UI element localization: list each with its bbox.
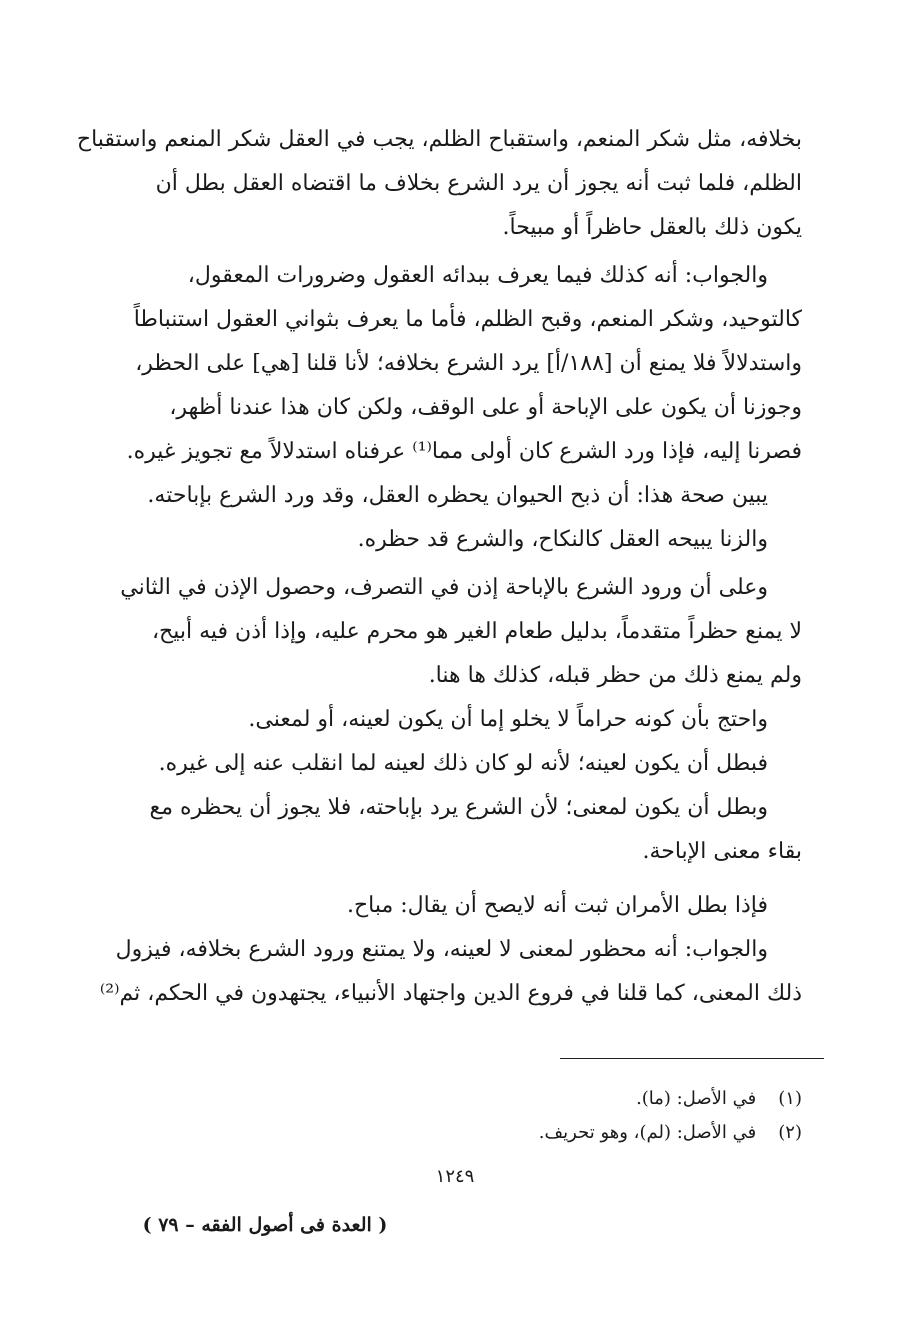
text-line: الظلم، فلما ثبت أنه يجوز أن يرد الشرع بخلاف ما اقتضاه العقل بطل أن	[155, 171, 802, 196]
text-line: ذلك المعنى، كما قلنا في فروع الدين واجتهاد الأنبياء، يجتهدون في الحكم، ثم⁽²⁾	[99, 981, 802, 1006]
text-line: لا يمنع حظراً متقدماً، بدليل طعام الغير هو محرم عليه، وإذا أذن فيه أبيح،	[151, 619, 802, 644]
text-line: فصرنا إليه، فإذا ورد الشرع كان أولى مما⁽¹⁾ عرفناه استدلالاً مع تجويز غيره.	[126, 439, 802, 464]
text-line: يبين صحة هذا: أن ذبح الحيوان يحظره العقل، وقد ورد الشرع بإباحته.	[147, 483, 768, 508]
footnote-item	[480, 1116, 802, 1150]
footnotes	[480, 1082, 802, 1150]
text-line: فإذا بطل الأمران ثبت أنه لايصح أن يقال: مباح.	[346, 893, 768, 918]
book-signature: ( العدة فى أصول الفقه – ٧٩ )	[142, 1214, 388, 1236]
text-line: وعلى أن ورود الشرع بالإباحة إذن في التصرف، وحصول الإذن في الثاني	[120, 575, 768, 600]
text-line: يكون ذلك بالعقل حاظراً أو مبيحاً.	[502, 215, 802, 240]
text-line: وجوزنا أن يكون على الإباحة أو على الوقف، ولكن كان هذا عندنا أظهر،	[169, 395, 802, 420]
footnote-text: في الأصل: (ما).	[636, 1088, 757, 1109]
text-line: واحتج بأن كونه حراماً لا يخلو إما أن يكون لعينه، أو لمعنى.	[248, 707, 768, 732]
text-line: والزنا يبيحه العقل كالنكاح، والشرع قد حظره.	[357, 527, 768, 552]
page-number: ١٢٤٩	[435, 1166, 475, 1187]
text-line: والجواب: أنه محظور لمعنى لا لعينه، ولا يمتنع ورود الشرع بخلافه، فيزول	[115, 937, 768, 962]
text-line: فبطل أن يكون لعينه؛ لأنه لو كان ذلك لعينه لما انقلب عنه إلى غيره.	[158, 751, 768, 776]
text-line: وبطل أن يكون لمعنى؛ لأن الشرع يرد بإباحته، فلا يجوز أن يحظره مع	[149, 795, 768, 820]
text-line: بقاء معنى الإباحة.	[642, 839, 802, 864]
footnote-number: (١)	[778, 1088, 802, 1109]
text-line: ولم يمنع ذلك من حظر قبله، كذلك ها هنا.	[428, 663, 802, 688]
footnote-text: في الأصل: (لم)، وهو تحريف.	[538, 1122, 757, 1143]
footnote-divider	[560, 1058, 824, 1059]
text-line: والجواب: أنه كذلك فيما يعرف ببدائه العقول وضرورات المعقول،	[187, 263, 768, 288]
footnote-item	[480, 1082, 802, 1116]
text-line: كالتوحيد، وشكر المنعم، وقبح الظلم، فأما ما يعرف بثواني العقول استنباطاً	[133, 307, 802, 332]
text-line: واستدلالاً فلا يمنع أن [١٨٨/أ] يرد الشرع بخلافه؛ لأنا قلنا [هي] على الحظر،	[135, 351, 802, 376]
text-line: بخلافه، مثل شكر المنعم، واستقباح الظلم، يجب في العقل شكر المنعم واستقباح	[76, 127, 802, 152]
footnote-number: (٢)	[778, 1122, 802, 1143]
main-text	[76, 118, 802, 1016]
